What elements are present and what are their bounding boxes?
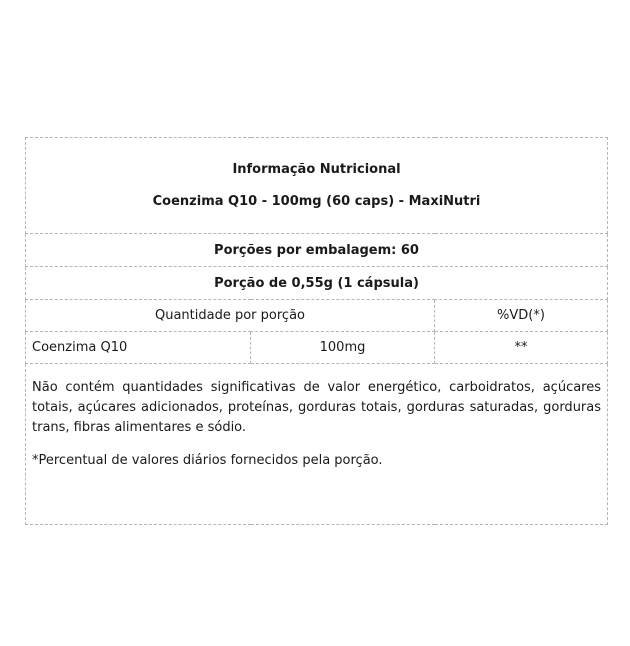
- serving-size: Porção de 0,55g (1 cápsula): [26, 267, 608, 300]
- nutrient-name: Coenzima Q10: [26, 332, 251, 364]
- nutrition-facts-table: [25, 137, 608, 525]
- column-header-row: [26, 300, 608, 332]
- table-header-row: [26, 138, 608, 234]
- table-title: Informação Nutricional: [232, 162, 401, 177]
- table-row: [26, 332, 608, 364]
- footer-row: [26, 364, 608, 525]
- serving-size-row: [26, 267, 608, 300]
- servings-per-package: Porções por embalagem: 60: [26, 234, 608, 267]
- product-name: Coenzima Q10 - 100mg (60 caps) - MaxiNutri: [152, 194, 481, 209]
- table-header-cell: [26, 138, 608, 234]
- column-header-amount: Quantidade por porção: [26, 300, 435, 332]
- column-header-dv: %VD(*): [435, 300, 608, 332]
- disclaimer-text: Não contém quantidades significativas de valor energético, carboidratos, açúcares totais, açúcares adicionados, proteínas, gorduras totais, gorduras saturadas, gorduras trans, fibras alimentares e sódio.: [32, 380, 602, 435]
- servings-row: [26, 234, 608, 267]
- footer-cell: [26, 364, 608, 525]
- nutrient-dv: **: [435, 332, 608, 364]
- nutrient-amount: 100mg: [251, 332, 435, 364]
- dv-note-text: *Percentual de valores diários fornecidos pela porção.: [32, 453, 383, 468]
